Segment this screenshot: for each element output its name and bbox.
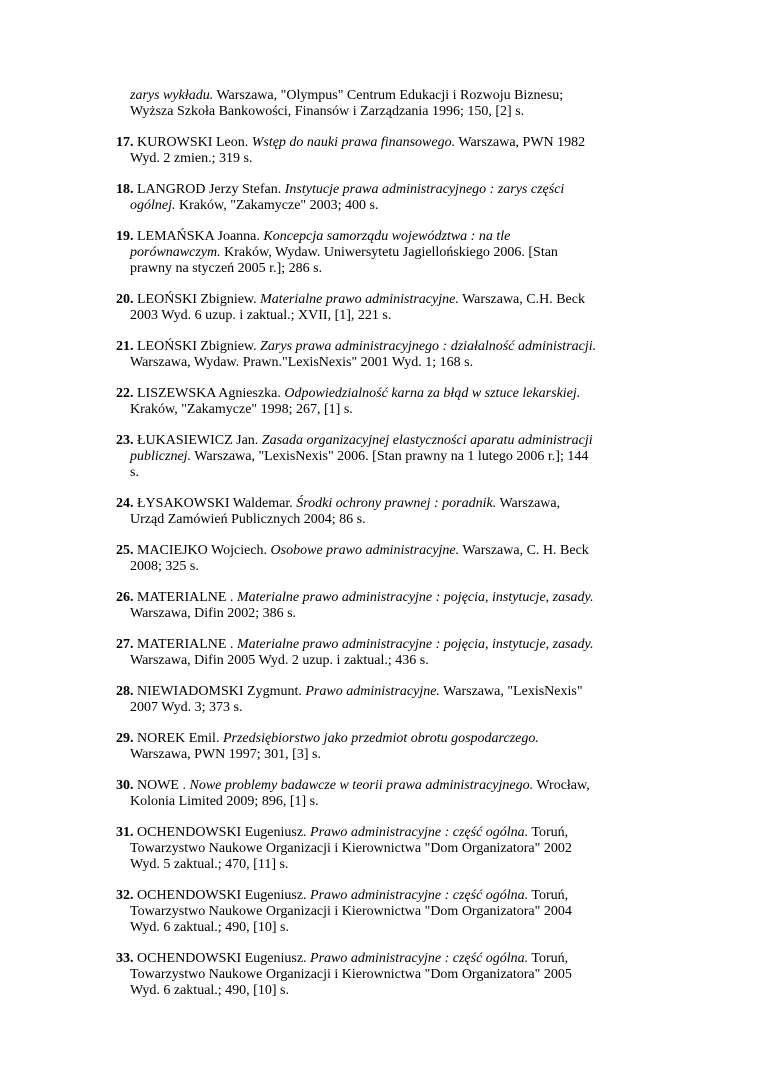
entry-line bbox=[130, 88, 656, 104]
entry-number: 28. bbox=[116, 684, 134, 699]
entry-number: 29. bbox=[116, 731, 134, 746]
entry-author: MATERIALNE . bbox=[137, 590, 234, 605]
bibliography-entry bbox=[116, 433, 656, 481]
entry-text: Warszawa, Difin 2005 Wyd. 2 uzup. i zaktual.; 436 s. bbox=[130, 653, 429, 668]
entry-line bbox=[130, 920, 656, 936]
entry-number: 27. bbox=[116, 637, 134, 652]
entry-publisher: Warszawa, C. H. Beck bbox=[462, 543, 589, 558]
entry-title: Wstęp do nauki prawa finansowego. bbox=[251, 135, 456, 150]
entry-text: prawny na styczeń 2005 r.]; 286 s. bbox=[130, 261, 323, 276]
entry-line bbox=[130, 512, 656, 528]
entry-line bbox=[130, 794, 656, 810]
entry-line bbox=[116, 825, 656, 841]
entry-line bbox=[116, 951, 656, 967]
entry-line bbox=[116, 339, 656, 355]
entry-line bbox=[116, 433, 656, 449]
bibliography-page bbox=[116, 88, 656, 1014]
entry-author: MATERIALNE . bbox=[137, 637, 234, 652]
entry-author: OCHENDOWSKI Eugeniusz. bbox=[137, 951, 307, 966]
entry-line bbox=[116, 637, 656, 653]
entry-number: 31. bbox=[116, 825, 134, 840]
entry-number: 23. bbox=[116, 433, 134, 448]
entry-line bbox=[116, 888, 656, 904]
entry-line bbox=[116, 731, 656, 747]
entry-title: ogólnej. bbox=[130, 198, 176, 213]
entry-text: s. bbox=[130, 465, 139, 480]
entry-author: NOWE . bbox=[137, 778, 186, 793]
entry-publisher: Warszawa, bbox=[499, 496, 561, 511]
bibliography-entry bbox=[116, 339, 656, 371]
entry-line bbox=[130, 841, 656, 857]
entry-publisher: Toruń, bbox=[531, 888, 569, 903]
entry-line bbox=[116, 135, 656, 151]
entry-text: 2003 Wyd. 6 uzup. i zaktual.; XVII, [1], 221 s. bbox=[130, 308, 392, 323]
bibliography-entry bbox=[116, 590, 656, 622]
entry-title: Koncepcja samorządu województwa : na tle bbox=[263, 229, 511, 244]
entry-author: NOREK Emil. bbox=[137, 731, 220, 746]
bibliography-entry bbox=[116, 778, 656, 810]
entry-line bbox=[116, 778, 656, 794]
entry-number: 18. bbox=[116, 182, 134, 197]
entry-author: MACIEJKO Wojciech. bbox=[137, 543, 268, 558]
entry-author: LISZEWSKA Agnieszka. bbox=[137, 386, 281, 401]
entry-number: 20. bbox=[116, 292, 134, 307]
entry-number: 26. bbox=[116, 590, 134, 605]
entry-title: Zarys prawa administracyjnego : działalność administracji. bbox=[260, 339, 597, 354]
entry-text: Wyższa Szkoła Bankowości, Finansów i Zarządzania 1996; 150, [2] s. bbox=[130, 104, 525, 119]
continued-entry bbox=[116, 88, 656, 120]
entry-text: Kraków, Wydaw. Uniwersytetu Jagiellońskiego 2006. [Stan bbox=[224, 245, 558, 260]
entry-text: Wyd. 2 zmien.; 319 s. bbox=[130, 151, 253, 166]
entry-title: Zasada organizacyjnej elastyczności aparatu administracji bbox=[261, 433, 593, 448]
entry-publisher: Toruń, bbox=[531, 825, 569, 840]
bibliography-entry bbox=[116, 825, 656, 873]
entry-line bbox=[130, 559, 656, 575]
entry-line bbox=[130, 465, 656, 481]
entry-number: 25. bbox=[116, 543, 134, 558]
entry-line bbox=[130, 606, 656, 622]
entry-line bbox=[130, 261, 656, 277]
entry-title: Nowe problemy badawcze w teorii prawa administracyjnego. bbox=[189, 778, 534, 793]
entry-title: publicznej. bbox=[130, 449, 192, 464]
entry-title: Przedsiębiorstwo jako przedmiot obrotu gospodarczego. bbox=[222, 731, 539, 746]
entry-text: 2008; 325 s. bbox=[130, 559, 199, 574]
bibliography-entry bbox=[116, 731, 656, 763]
entry-title: Środki ochrony prawnej : poradnik. bbox=[296, 496, 497, 511]
entry-author: NIEWIADOMSKI Zygmunt. bbox=[137, 684, 302, 699]
entry-title: Prawo administracyjne : część ogólna. bbox=[310, 888, 529, 903]
entry-title: Instytucje prawa administracyjnego : zarys części bbox=[284, 182, 565, 197]
entry-line bbox=[130, 857, 656, 873]
entry-text: Wyd. 5 zaktual.; 470, [11] s. bbox=[130, 857, 289, 872]
entry-number: 24. bbox=[116, 496, 134, 511]
bibliography-entry bbox=[116, 543, 656, 575]
entry-title: Materialne prawo administracyjne : pojęcia, instytucje, zasady. bbox=[236, 637, 594, 652]
entry-publisher: Warszawa, C.H. Beck bbox=[462, 292, 585, 307]
entry-number: 32. bbox=[116, 888, 134, 903]
entry-publisher: Warszawa, PWN 1982 bbox=[458, 135, 586, 150]
entry-line bbox=[130, 308, 656, 324]
entry-text: Wyd. 6 zaktual.; 490, [10] s. bbox=[130, 920, 289, 935]
entry-text: 2007 Wyd. 3; 373 s. bbox=[130, 700, 243, 715]
bibliography-entry bbox=[116, 951, 656, 999]
entry-number: 30. bbox=[116, 778, 134, 793]
entry-text: Wyd. 6 zaktual.; 490, [10] s. bbox=[130, 983, 289, 998]
entry-line bbox=[130, 355, 656, 371]
entry-author: ŁUKASIEWICZ Jan. bbox=[137, 433, 259, 448]
entry-title: Materialne prawo administracyjne. bbox=[260, 292, 459, 307]
bibliography-entry bbox=[116, 229, 656, 277]
entry-title: Materialne prawo administracyjne : pojęcia, instytucje, zasady. bbox=[236, 590, 594, 605]
entry-line bbox=[130, 653, 656, 669]
bibliography-entry bbox=[116, 182, 656, 214]
entry-author: LEMAŃSKA Joanna. bbox=[137, 229, 260, 244]
entry-line bbox=[116, 229, 656, 245]
entry-author: OCHENDOWSKI Eugeniusz. bbox=[137, 825, 307, 840]
entry-text: Towarzystwo Naukowe Organizacji i Kierownictwa "Dom Organizatora" 2002 bbox=[130, 841, 572, 856]
entry-line bbox=[116, 590, 656, 606]
entry-line bbox=[130, 967, 656, 983]
entry-publisher: Toruń, bbox=[531, 951, 569, 966]
entry-author: ŁYSAKOWSKI Waldemar. bbox=[137, 496, 293, 511]
entry-number: 22. bbox=[116, 386, 134, 401]
entry-title: porównawczym. bbox=[130, 245, 221, 260]
entry-line bbox=[130, 904, 656, 920]
entry-text: Kraków, "Zakamycze" 1998; 267, [1] s. bbox=[130, 402, 353, 417]
entry-title: Odpowiedzialność karna za błąd w sztuce lekarskiej. bbox=[284, 386, 581, 401]
entry-text: Warszawa, Wydaw. Prawn."LexisNexis" 2001 Wyd. 1; 168 s. bbox=[130, 355, 474, 370]
entry-title: Osobowe prawo administracyjne. bbox=[270, 543, 460, 558]
bibliography-entry bbox=[116, 292, 656, 324]
entry-line bbox=[116, 292, 656, 308]
entry-author: OCHENDOWSKI Eugeniusz. bbox=[137, 888, 307, 903]
entry-title: Prawo administracyjne : część ogólna. bbox=[310, 951, 529, 966]
entry-text: Urząd Zamówień Publicznych 2004; 86 s. bbox=[130, 512, 366, 527]
entry-number: 21. bbox=[116, 339, 134, 354]
entry-line bbox=[130, 747, 656, 763]
entry-line bbox=[130, 198, 656, 214]
entry-publisher: Warszawa, "LexisNexis" bbox=[443, 684, 583, 699]
entry-text: Warszawa, "Olympus" Centrum Edukacji i Rozwoju Biznesu; bbox=[213, 88, 564, 103]
bibliography-entry bbox=[116, 637, 656, 669]
entry-line bbox=[116, 543, 656, 559]
entry-author: KUROWSKI Leon. bbox=[137, 135, 249, 150]
entry-line bbox=[130, 151, 656, 167]
entry-title: zarys wykładu. bbox=[130, 88, 214, 103]
entry-line bbox=[116, 684, 656, 700]
entry-author: LEOŃSKI Zbigniew. bbox=[137, 339, 257, 354]
entry-text: Warszawa, "LexisNexis" 2006. [Stan prawny na 1 lutego 2006 r.]; 144 bbox=[194, 449, 589, 464]
entry-text: Warszawa, PWN 1997; 301, [3] s. bbox=[130, 747, 321, 762]
bibliography-entry bbox=[116, 496, 656, 528]
entry-line bbox=[130, 449, 656, 465]
entry-author: LEOŃSKI Zbigniew. bbox=[137, 292, 257, 307]
entry-line bbox=[116, 386, 656, 402]
entry-line bbox=[130, 245, 656, 261]
entry-line bbox=[130, 700, 656, 716]
bibliography-entry bbox=[116, 135, 656, 167]
bibliography-list bbox=[116, 135, 656, 999]
entry-line bbox=[130, 402, 656, 418]
entry-text: Kraków, "Zakamycze" 2003; 400 s. bbox=[179, 198, 379, 213]
entry-publisher: Wrocław, bbox=[536, 778, 590, 793]
bibliography-entry bbox=[116, 888, 656, 936]
entry-text: Towarzystwo Naukowe Organizacji i Kierownictwa "Dom Organizatora" 2004 bbox=[130, 904, 572, 919]
bibliography-entry bbox=[116, 386, 656, 418]
entry-line bbox=[130, 983, 656, 999]
bibliography-entry bbox=[116, 684, 656, 716]
entry-text: Warszawa, Difin 2002; 386 s. bbox=[130, 606, 297, 621]
entry-title: Prawo administracyjne. bbox=[305, 684, 440, 699]
entry-number: 17. bbox=[116, 135, 134, 150]
entry-line bbox=[116, 182, 656, 198]
entry-line bbox=[116, 496, 656, 512]
entry-title: Prawo administracyjne : część ogólna. bbox=[310, 825, 529, 840]
entry-line bbox=[130, 104, 656, 120]
entry-number: 19. bbox=[116, 229, 134, 244]
entry-text: Towarzystwo Naukowe Organizacji i Kierownictwa "Dom Organizatora" 2005 bbox=[130, 967, 572, 982]
entry-author: LANGROD Jerzy Stefan. bbox=[137, 182, 282, 197]
entry-text: Kolonia Limited 2009; 896, [1] s. bbox=[130, 794, 319, 809]
entry-number: 33. bbox=[116, 951, 134, 966]
